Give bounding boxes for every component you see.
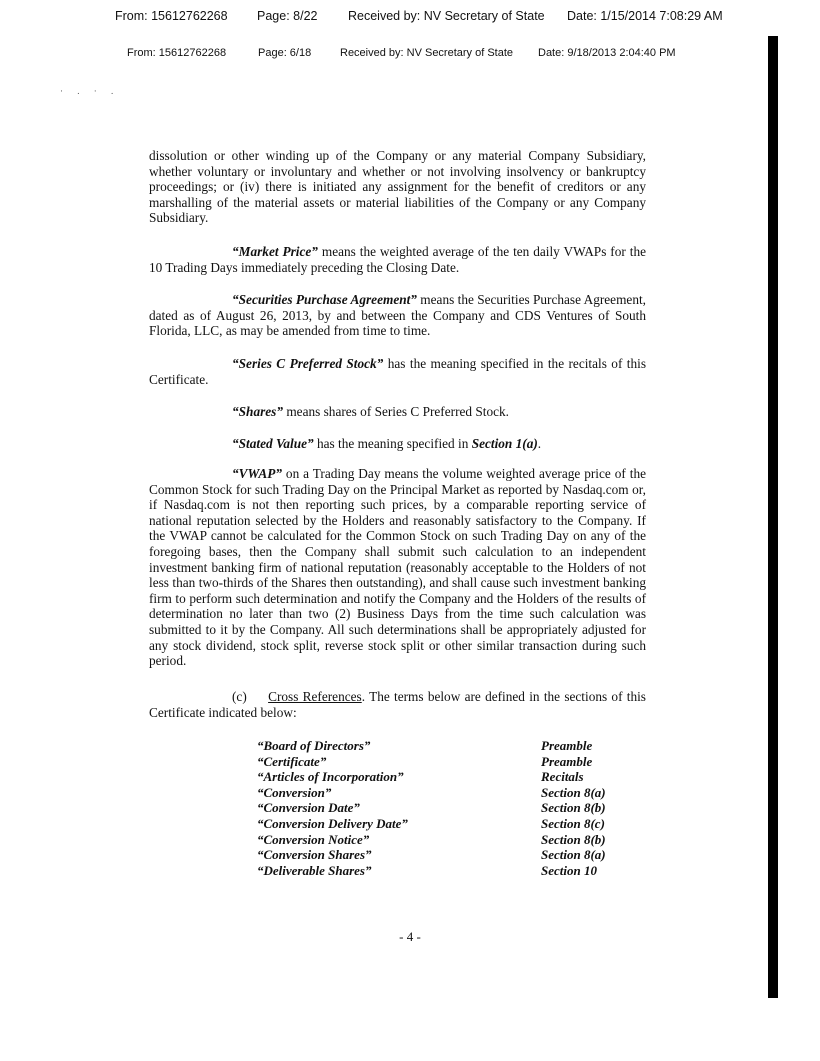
cross-references-intro: (c) Cross References. The terms below are defined in the sections of this Certificate indicated below: [149,689,646,720]
cross-reference-table [257,738,627,878]
cross-references-heading: Cross References [268,689,362,704]
table-row: “Conversion Notice” Section 8(b) [257,831,606,847]
term-series-c: “Series C Preferred Stock” [232,356,384,371]
term-spa: “Securities Purchase Agreement” [232,292,417,307]
table-row: “Deliverable Shares” Section 10 [257,862,597,878]
definition-market-price: “Market Price” means the weighted average of the ten daily VWAPs for the 10 Trading Days immediately preceding the Closing Date. [149,244,646,275]
fax-header-1-from: From: 15612762268 [115,9,228,23]
table-row: “Conversion Shares” Section 8(a) [257,847,606,863]
table-row: “Certificate” Preamble [257,753,593,769]
term-vwap: “VWAP” [232,466,282,481]
definition-securities-purchase-agreement: “Securities Purchase Agreement” means the Securities Purchase Agreement, dated as of August 26, 2013, by and between the Company and CDS Ventures of South Florida, LLC, as may be amended from time to time. [149,292,646,339]
term-market-price: “Market Price” [232,244,318,259]
fax-header-1-page: Page: 8/22 [257,9,318,23]
fax-header-2-date: Date: 9/18/2013 2:04:40 PM [538,47,676,59]
term-stated-value: “Stated Value” [232,436,314,451]
definition-stated-value: “Stated Value” has the meaning specified in Section 1(a). [232,436,542,451]
fax-header-2-page: Page: 6/18 [258,47,312,59]
ref-section-1a: Section 1(a) [471,436,538,451]
table-row: “Conversion Delivery Date” Section 8(c) [257,815,605,831]
paragraph-dissolution: dissolution or other winding up of the Company or any material Company Subsidiary, whether voluntary or involuntary and whether or not involving insolvency or bankruptcy proceedings; or (iv) there is initiated any assignment for the benefit of creditors or any marshalling of the material assets or material liabilities of the Company or any Company Subsidiary. [149,148,646,226]
definition-vwap: “VWAP” on a Trading Day means the volume weighted average price of the Common Stock for such Trading Day on the Principal Market as reported by Nasdaq.com or, if Nasdaq.com is not then reporting such prices, by a comparable reporting service of national reputation selected by the Holders and reasonably satisfactory to the Company. If the VWAP cannot be calculated for the Common Stock on such Trading Day on any of the foregoing bases, then the Company shall submit such calculation to an independent investment banking firm of national reputation (reasonably acceptable to the Holders of not less than two-thirds of the Shares then outstanding), and shall cause such investment banking firm to perform such determination and notify the Company and the Holders of the results of determination no later than two (2) Business Days from the time such calculation was submitted to it by the Company. All such determinations shall be appropriately adjusted for any stock dividend, stock split, reverse stock split or other similar transaction during such period. [149,466,646,669]
page-number: - 4 - [399,929,421,944]
cross-references-label: (c) [232,689,247,704]
table-row: “Board of Directors” Preamble [257,738,593,753]
scan-specks: · . · . [60,86,120,96]
definition-shares: “Shares” means shares of Series C Preferred Stock. [232,404,509,419]
fax-header-1-received: Received by: NV Secretary of State [348,9,545,23]
term-shares: “Shares” [232,404,283,419]
fax-header-2-received: Received by: NV Secretary of State [340,47,514,59]
fax-header-1-date: Date: 1/15/2014 7:08:29 AM [567,9,723,23]
scan-edge-bar [768,36,778,998]
table-row: “Conversion Date” Section 8(b) [257,800,606,816]
table-row: “Articles of Incorporation” Recitals [257,769,584,785]
table-row: “Conversion” Section 8(a) [257,784,606,800]
fax-header-2-from: From: 15612762268 [127,47,227,59]
definition-series-c: “Series C Preferred Stock” has the meaning specified in the recitals of this Certificate. [149,356,646,387]
